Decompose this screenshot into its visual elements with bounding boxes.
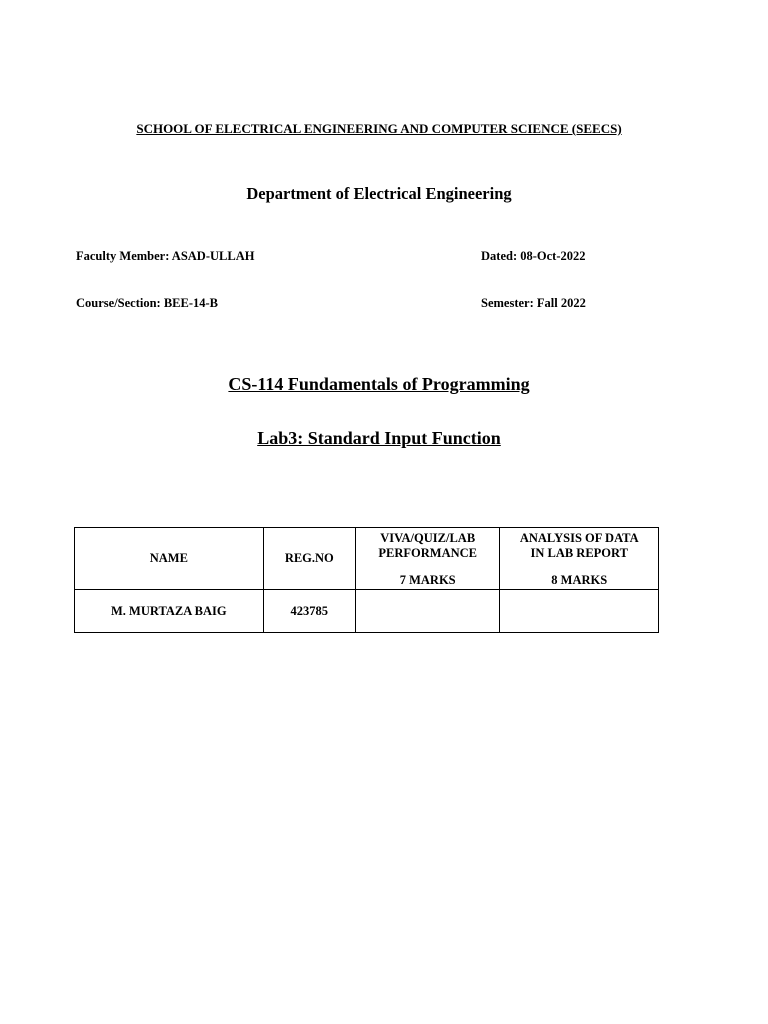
header-analysis [500,528,659,590]
cell-name: M. MURTAZA BAIG [75,590,264,633]
semester-field: Semester: Fall 2022 [481,296,586,310]
header-viva [355,528,499,590]
header-analysis-marks: 8 MARKS [551,572,608,587]
course-title: CS-114 Fundamentals of Programming [228,374,530,394]
header-reg-no [263,528,355,590]
marks-table [74,527,659,633]
header-analysis-line1: ANALYSIS OF DATA [519,530,639,545]
header-reg-no-label: REG.NO [284,551,334,565]
header-viva-line2: PERFORMANCE [378,545,477,560]
lab-title: Lab3: Standard Input Function [257,428,501,448]
header-name-label: NAME [149,551,188,565]
header-analysis-line2: IN LAB REPORT [530,545,628,560]
header-viva-marks: 7 MARKS [399,572,456,587]
table-header-row [75,528,659,590]
faculty-member: Faculty Member: ASAD-ULLAH [76,249,255,263]
cell-analysis-marks [500,590,659,633]
cell-reg-no: 423785 [263,590,355,633]
school-heading: SCHOOL OF ELECTRICAL ENGINEERING AND COMPUTER SCIENCE (SEECS) [136,121,622,136]
course-section: Course/Section: BEE-14-B [76,296,219,310]
date-field: Dated: 08-Oct-2022 [481,249,586,263]
cell-viva-marks [355,590,499,633]
header-name [75,528,264,590]
table-row [75,590,659,633]
department-heading: Department of Electrical Engineering [246,184,512,203]
header-viva-line1: VIVA/QUIZ/LAB [380,530,476,545]
